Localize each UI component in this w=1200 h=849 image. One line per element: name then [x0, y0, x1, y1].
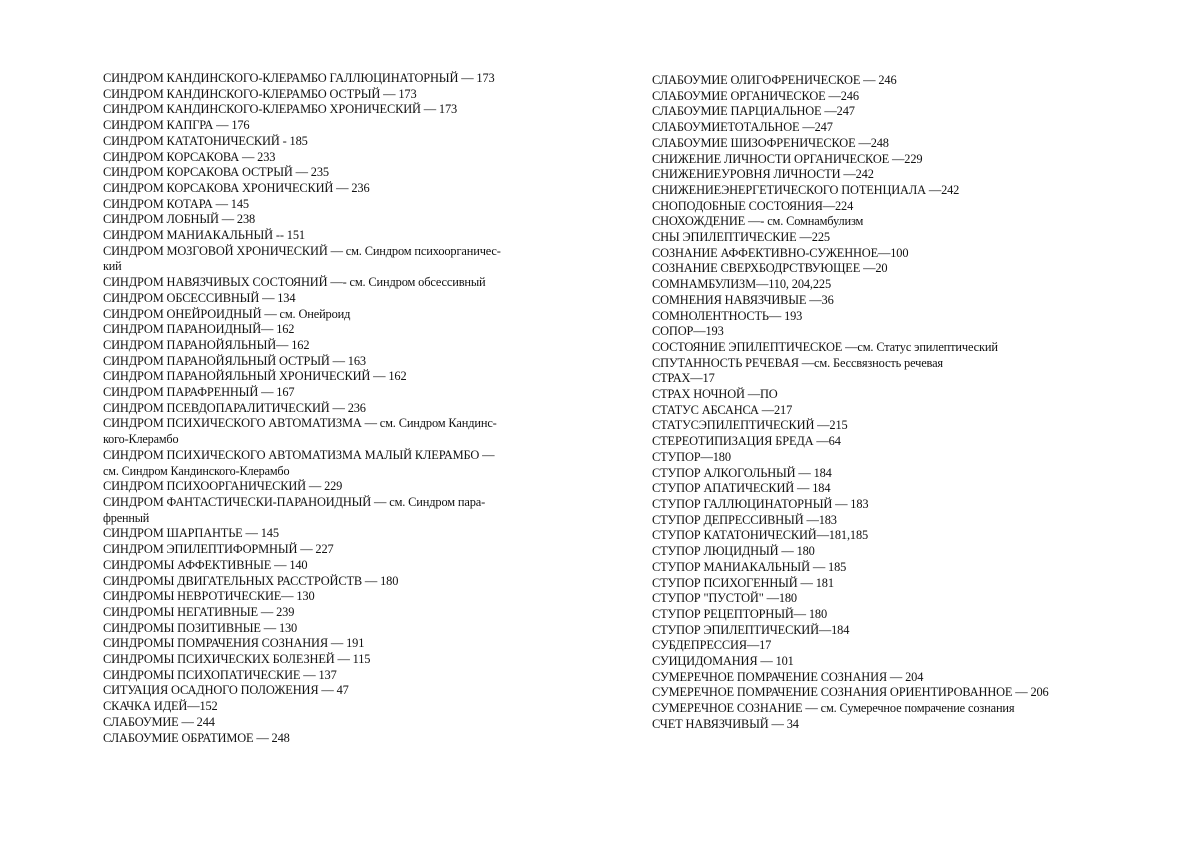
index-entry-text: СИНДРОМ ПСЕВДОПАРАЛИТИЧЕСКИЙ — 236	[103, 400, 366, 415]
index-entry	[652, 623, 1122, 639]
index-entry	[103, 479, 543, 495]
index-entry-text: СИНДРОМ ОБСЕССИВНЫЙ — 134	[103, 290, 296, 305]
index-entry	[103, 307, 543, 323]
index-entry-text: СТУПОР ПСИХОГЕННЫЙ — 181	[652, 575, 834, 590]
index-entry	[652, 183, 1122, 199]
index-entry-text: СИНДРОМ НАВЯЗЧИВЫХ СОСТОЯНИЙ —- см. Синдром обсессивный	[103, 275, 486, 290]
index-entry	[103, 165, 543, 181]
index-entry-text: СТАТУСЭПИЛЕПТИЧЕСКИЙ —215	[652, 418, 848, 433]
index-entry	[652, 497, 1122, 513]
index-entry	[652, 685, 1122, 701]
index-entry	[652, 638, 1122, 654]
index-entry	[652, 371, 1122, 387]
index-entry	[652, 199, 1122, 215]
index-entry-text: СИНДРОМ КАНДИНСКОГО-КЛЕРАМБО ХРОНИЧЕСКИЙ — 173	[103, 102, 458, 117]
index-entry-text: СОПОР—193	[652, 324, 724, 339]
index-entry-text: СИТУАЦИЯ ОСАДНОГО ПОЛОЖЕНИЯ — 47	[103, 683, 349, 698]
index-entry-text: СЧЕТ НАВЯЗЧИВЫЙ — 34	[652, 716, 799, 731]
index-entry	[652, 466, 1122, 482]
index-entry-text: СИНДРОМЫ ПОМРАЧЕНИЯ СОЗНАНИЯ — 191	[103, 636, 365, 651]
index-entry-text: СИНДРОМ ПАРАФРЕННЫЙ — 167	[103, 385, 295, 400]
index-entry	[103, 448, 543, 479]
index-entry-text: СИНДРОМЫ ПОЗИТИВНЫЕ — 130	[103, 620, 298, 635]
index-entry-text: СИНДРОМ КОРСАКОВА ХРОНИЧЕСКИЙ — 236	[103, 180, 370, 195]
index-entry-text: СИНДРОМ ОНЕЙРОИДНЫЙ — см. Онейроид	[103, 306, 351, 321]
index-entry-text: СЛАБОУМИЕ ПАРЦИАЛЬНОЕ —247	[652, 104, 855, 119]
index-entry-text: СТУПОР "ПУСТОЙ" —180	[652, 591, 797, 606]
index-entry-text: СИНДРОМ ЭПИЛЕПТИФОРМНЫЙ — 227	[103, 542, 334, 557]
index-entry-text: СИНДРОМ КОРСАКОВА ОСТРЫЙ — 235	[103, 165, 329, 180]
index-entry-text: СИНДРОМЫ ДВИГАТЕЛЬНЫХ РАССТРОЙСТВ — 180	[103, 573, 399, 588]
index-entry-text: СТУПОР—180	[652, 449, 731, 464]
index-entry-continuation: см. Синдром Кандинского-Клерамбо	[103, 463, 290, 478]
index-entry-text: СЛАБОУМИЕ — 244	[103, 714, 215, 729]
index-entry-text: СИНДРОМЫ НЕГАТИВНЫЕ — 239	[103, 604, 295, 619]
index-entry-text: СУМЕРЕЧНОЕ СОЗНАНИЕ — см. Сумеречное помрачение сознания	[652, 701, 1015, 716]
index-entry	[103, 228, 543, 244]
index-entry-text: СНИЖЕНИЕУРОВНЯ ЛИЧНОСТИ —242	[652, 167, 874, 182]
index-entry	[652, 591, 1122, 607]
index-entry	[103, 322, 543, 338]
index-entry-text: СТРАХ—17	[652, 371, 715, 386]
index-entry	[652, 261, 1122, 277]
index-entry-text: СОМНАМБУЛИЗМ—110, 204,225	[652, 277, 832, 292]
index-entry	[652, 576, 1122, 592]
index-entry	[103, 636, 543, 652]
index-entry-text: СИНДРОМ МАНИАКАЛЬНЫЙ -- 151	[103, 228, 305, 243]
index-entry-text: СУИЦИДОМАНИЯ — 101	[652, 654, 794, 669]
index-entry	[103, 715, 543, 731]
index-entry-text: СНИЖЕНИЕ ЛИЧНОСТИ ОРГАНИЧЕСКОЕ —229	[652, 151, 923, 166]
index-entry-text: СНИЖЕНИЕЭНЕРГЕТИЧЕСКОГО ПОТЕНЦИАЛА —242	[652, 182, 960, 197]
index-entry-text: СТЕРЕОТИПИЗАЦИЯ БРЕДА —64	[652, 434, 841, 449]
index-entry-text: СИНДРОМЫ ПСИХИЧЕСКИХ БОЛЕЗНЕЙ — 115	[103, 652, 371, 667]
index-entry	[103, 401, 543, 417]
index-entry	[652, 230, 1122, 246]
index-entry-text: СКАЧКА ИДЕЙ—152	[103, 699, 218, 714]
index-entry-text: СИНДРОМ ПСИХООРГАНИЧЕСКИЙ — 229	[103, 479, 343, 494]
index-entry	[652, 450, 1122, 466]
index-entry	[652, 544, 1122, 560]
index-entry	[652, 324, 1122, 340]
index-entry-text: СИНДРОМ ПАРАНОИДНЫЙ— 162	[103, 322, 295, 337]
index-entry	[652, 481, 1122, 497]
index-entry	[103, 699, 543, 715]
index-entry-text: СЛАБОУМИЕ ОЛИГОФРЕНИЧЕСКОЕ — 246	[652, 73, 897, 87]
index-entry-text: СНЫ ЭПИЛЕПТИЧЕСКИЕ —225	[652, 230, 830, 245]
index-entry	[103, 244, 543, 275]
index-entry	[652, 607, 1122, 623]
index-entry	[652, 246, 1122, 262]
index-entry	[103, 416, 543, 447]
index-entry-text: СИНДРОМЫ НЕВРОТИЧЕСКИЕ— 130	[103, 589, 315, 604]
index-entry-text: СИНДРОМ ПАРАНОЙЯЛЬНЫЙ— 162	[103, 337, 310, 352]
index-entry-text: СОСТОЯНИЕ ЭПИЛЕПТИЧЕСКОЕ —см. Статус эпилептический	[652, 339, 998, 354]
index-entry	[652, 73, 1122, 89]
index-entry-text: СТУПОР МАНИАКАЛЬНЫЙ — 185	[652, 559, 847, 574]
index-entry-text: СТУПОР АПАТИЧЕСКИЙ — 184	[652, 481, 831, 496]
index-entry	[103, 621, 543, 637]
index-entry-text: СИНДРОМ КАНДИНСКОГО-КЛЕРАМБО ОСТРЫЙ — 173	[103, 86, 417, 101]
index-entry-text: СЛАБОУМИЕ ШИЗОФРЕНИЧЕСКОЕ —248	[652, 135, 889, 150]
index-entry	[103, 102, 543, 118]
index-entry-text: СИНДРОМ ПСИХИЧЕСКОГО АВТОМАТИЗМА МАЛЫЙ КЛЕРАМБО —	[103, 447, 495, 462]
index-entry-text: СОМНОЛЕНТНОСТЬ— 193	[652, 308, 803, 323]
index-entry	[103, 668, 543, 684]
index-entry-text: СИНДРОМ КАПГРА — 176	[103, 118, 250, 133]
index-entry-text: СИНДРОМ ФАНТАСТИЧЕСКИ-ПАРАНОИДНЫЙ — см. Синдром пара-	[103, 494, 486, 509]
index-entry	[103, 542, 543, 558]
index-entry-text: СТУПОР РЕЦЕПТОРНЫЙ— 180	[652, 606, 827, 621]
index-entry	[652, 670, 1122, 686]
index-entry-text: СПУТАННОСТЬ РЕЧЕВАЯ —см. Бессвязность речевая	[652, 355, 943, 370]
index-entry-text: СИНДРОМ ШАРПАНТЬЕ — 145	[103, 526, 279, 541]
index-entry	[103, 212, 543, 228]
index-entry	[103, 134, 543, 150]
index-entry	[103, 589, 543, 605]
index-entry-text: СОЗНАНИЕ АФФЕКТИВНО-СУЖЕННОЕ—100	[652, 245, 909, 260]
index-entry-text: СИНДРОМЫ АФФЕКТИВНЫЕ — 140	[103, 557, 308, 572]
index-entry-text: СТУПОР КАТАТОНИЧЕСКИЙ—181,185	[652, 528, 869, 543]
index-entry-text: СТУПОР ГАЛЛЮЦИНАТОРНЫЙ — 183	[652, 496, 869, 511]
index-entry	[103, 181, 543, 197]
index-entry	[103, 605, 543, 621]
index-entry-text: СЛАБОУМИЕТОТАЛЬНОЕ —247	[652, 120, 833, 135]
index-entry	[652, 167, 1122, 183]
index-entry	[652, 387, 1122, 403]
index-entry-text: СТУПОР ЛЮЦИДНЫЙ — 180	[652, 544, 815, 559]
index-entry	[652, 560, 1122, 576]
index-entry-text: СИНДРОМ ПАРАНОЙЯЛЬНЫЙ ОСТРЫЙ — 163	[103, 353, 366, 368]
index-entry-text: СУМЕРЕЧНОЕ ПОМРАЧЕНИЕ СОЗНАНИЯ — 204	[652, 669, 924, 684]
index-entry-text: СНОХОЖДЕНИЕ —- см. Сомнамбулизм	[652, 214, 864, 229]
index-entry-text: СУБДЕПРЕССИЯ—17	[652, 638, 772, 653]
index-entry	[103, 731, 543, 747]
index-entry-continuation: кий	[103, 259, 122, 274]
index-entry	[103, 385, 543, 401]
index-entry-text: СОЗНАНИЕ СВЕРХБОДРСТВУЮЩЕЕ —20	[652, 261, 888, 276]
index-entry-text: СТАТУС АБСАНСА —217	[652, 402, 793, 417]
index-entry-text: СОМНЕНИЯ НАВЯЗЧИВЫЕ —36	[652, 292, 834, 307]
index-entry	[103, 574, 543, 590]
index-entry-text: СИНДРОМ МОЗГОВОЙ ХРОНИЧЕСКИЙ — см. Синдром психоорганичес-	[103, 243, 501, 258]
index-entry	[652, 654, 1122, 670]
index-entry	[652, 418, 1122, 434]
index-entry	[103, 150, 543, 166]
index-entry	[652, 701, 1122, 717]
index-entry	[652, 340, 1122, 356]
index-entry	[652, 356, 1122, 372]
index-entry-text: СИНДРОМ КАНДИНСКОГО-КЛЕРАМБО ГАЛЛЮЦИНАТОРНЫЙ — 173	[103, 71, 495, 85]
index-entry-text: СИНДРОМ ПАРАНОЙЯЛЬНЫЙ ХРОНИЧЕСКИЙ — 162	[103, 369, 407, 384]
index-entry	[652, 152, 1122, 168]
index-entry-continuation: кого-Клерамбо	[103, 432, 179, 447]
index-entry-text: СИНДРОМ КОТАРА — 145	[103, 196, 249, 211]
index-entry-text: СИНДРОМ КОРСАКОВА — 233	[103, 149, 276, 164]
index-entry	[652, 434, 1122, 450]
index-entry	[652, 104, 1122, 120]
index-entry	[103, 87, 543, 103]
index-column-right	[652, 73, 1122, 733]
index-entry	[652, 120, 1122, 136]
index-entry-text: СЛАБОУМИЕ ОРГАНИЧЕСКОЕ —246	[652, 88, 859, 103]
index-entry-text: СНОПОДОБНЫЕ СОСТОЯНИЯ—224	[652, 198, 854, 213]
index-entry	[103, 526, 543, 542]
index-entry-text: СИНДРОМ ПСИХИЧЕСКОГО АВТОМАТИЗМА — см. Синдром Кандинс-	[103, 416, 497, 431]
index-entry-text: СТРАХ НОЧНОЙ —ПО	[652, 387, 778, 402]
index-entry	[652, 528, 1122, 544]
index-entry-text: СИНДРОМ КАТАТОНИЧЕСКИЙ - 185	[103, 133, 308, 148]
index-entry-continuation: френный	[103, 510, 150, 525]
index-entry	[652, 293, 1122, 309]
index-entry	[652, 277, 1122, 293]
index-entry	[103, 652, 543, 668]
index-entry	[652, 717, 1122, 733]
index-entry	[103, 291, 543, 307]
index-entry	[103, 558, 543, 574]
index-entry	[652, 136, 1122, 152]
index-entry-text: СУМЕРЕЧНОЕ ПОМРАЧЕНИЕ СОЗНАНИЯ ОРИЕНТИРОВАННОЕ — 206	[652, 685, 1049, 700]
index-entry	[652, 214, 1122, 230]
index-entry	[652, 513, 1122, 529]
index-entry	[103, 683, 543, 699]
index-entry	[103, 275, 543, 291]
index-entry	[103, 338, 543, 354]
index-entry-text: СТУПОР АЛКОГОЛЬНЫЙ — 184	[652, 465, 832, 480]
index-entry-text: СИНДРОМ ЛОБНЫЙ — 238	[103, 212, 256, 227]
index-entry-text: СТУПОР ЭПИЛЕПТИЧЕСКИЙ—184	[652, 622, 850, 637]
index-entry	[103, 369, 543, 385]
index-entry	[103, 495, 543, 526]
index-entry	[103, 118, 543, 134]
index-column-left	[103, 71, 543, 746]
index-entry	[103, 354, 543, 370]
index-entry	[652, 309, 1122, 325]
index-entry	[652, 403, 1122, 419]
index-entry-text: СЛАБОУМИЕ ОБРАТИМОЕ — 248	[103, 730, 290, 745]
index-entry	[652, 89, 1122, 105]
index-entry	[103, 71, 543, 87]
index-entry-text: СТУПОР ДЕПРЕССИВНЫЙ —183	[652, 512, 837, 527]
index-entry-text: СИНДРОМЫ ПСИХОПАТИЧЕСКИЕ — 137	[103, 667, 337, 682]
index-entry	[103, 197, 543, 213]
